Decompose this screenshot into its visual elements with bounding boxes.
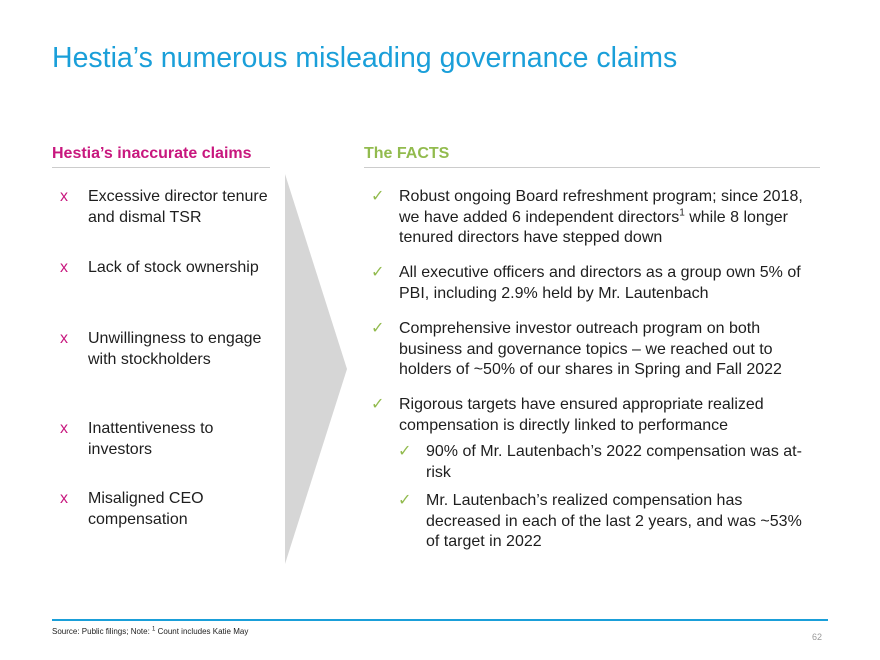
- claim-text: Excessive director tenure and dismal TSR: [88, 188, 268, 226]
- x-mark-icon: x: [60, 259, 68, 276]
- footnote-marker: 1: [679, 207, 685, 219]
- subfact-item: [398, 442, 818, 483]
- claim-item: [60, 419, 280, 460]
- facts-header: The FACTS: [364, 145, 820, 168]
- checkmark-icon: ✓: [398, 443, 412, 460]
- claim-item: [60, 329, 280, 370]
- x-mark-icon: x: [60, 420, 68, 437]
- checkmark-icon: ✓: [371, 188, 385, 205]
- subfact-text: Mr. Lautenbach’s realized compensation has decreased in each of the last 2 years, and was ~53% of target in 2022: [426, 492, 802, 550]
- claim-text: Unwillingness to engage with stockholders: [88, 330, 262, 368]
- footer-divider: [52, 619, 828, 621]
- fact-text: Comprehensive investor outreach program on both business and governance topics – we reached out to holders of ~50% of our shares in Spring and Fall 2022: [399, 320, 782, 378]
- fact-item: [371, 319, 816, 381]
- fact-item: [371, 263, 816, 304]
- fact-item: [371, 395, 816, 436]
- source-footnote: Source: Public filings; Note: $^1$ Count includes Katie May: [52, 626, 249, 636]
- claim-text: Inattentiveness to investors: [88, 420, 214, 458]
- x-mark-icon: x: [60, 330, 68, 347]
- claim-item: [60, 187, 280, 228]
- x-mark-icon: x: [60, 490, 68, 507]
- x-mark-icon: x: [60, 188, 68, 205]
- fact-text: All executive officers and directors as a group own 5% of PBI, including 2.9% held by Mr. Lautenbach: [399, 264, 801, 302]
- fact-text: Rigorous targets have ensured appropriate realized compensation is directly linked to performance: [399, 396, 764, 434]
- checkmark-icon: ✓: [398, 492, 412, 509]
- claim-text: Lack of stock ownership: [88, 259, 259, 276]
- fact-item: [371, 187, 816, 249]
- claim-item: [60, 258, 280, 279]
- inaccurate-claims-header: Hestia’s inaccurate claims: [52, 145, 270, 168]
- fact-text: Robust ongoing Board refreshment program; since 2018, we have added 6 independent directors$^1$ while 8 longer tenured directors have stepped down: [399, 188, 803, 246]
- checkmark-icon: ✓: [371, 320, 385, 337]
- chevron-arrow-icon: [285, 174, 347, 564]
- page-number: 62: [812, 632, 823, 642]
- claim-text: Misaligned CEO compensation: [88, 490, 204, 528]
- checkmark-icon: ✓: [371, 396, 385, 413]
- claim-item: [60, 489, 280, 530]
- checkmark-icon: ✓: [371, 264, 385, 281]
- subfact-item: [398, 491, 818, 553]
- slide-title: Hestia’s numerous misleading governance claims: [52, 42, 678, 74]
- subfact-text: 90% of Mr. Lautenbach’s 2022 compensation was at-risk: [426, 443, 802, 481]
